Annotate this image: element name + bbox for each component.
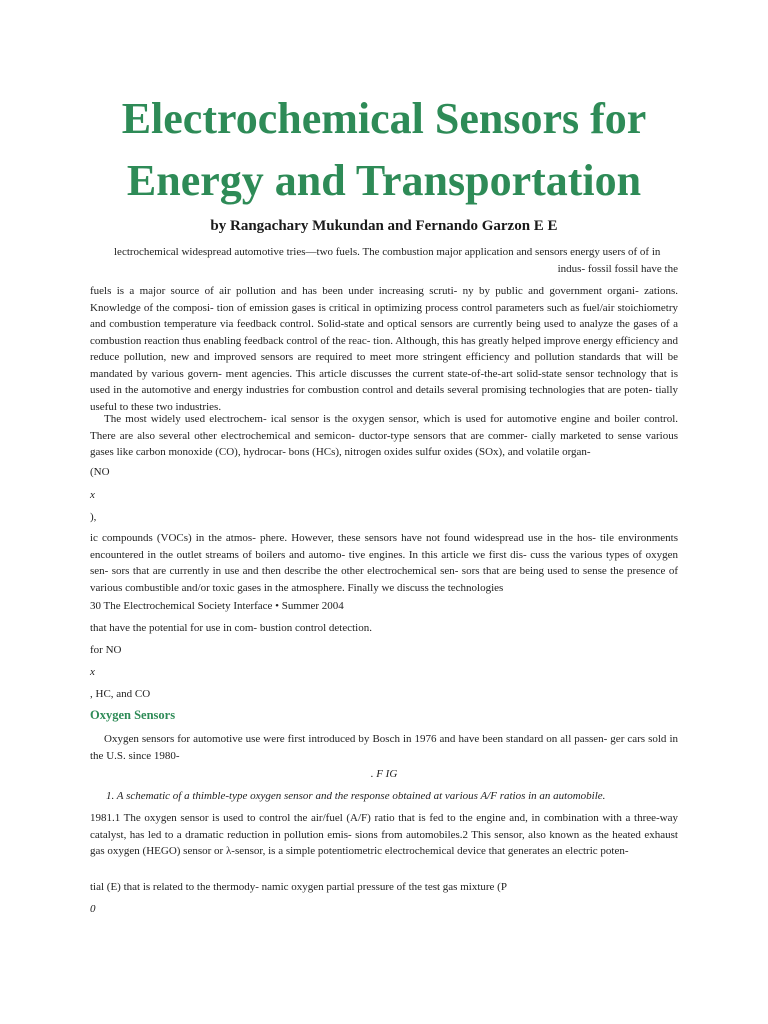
section-heading-oxygen-sensors: Oxygen Sensors (90, 708, 176, 722)
article-title: Electrochemical Sensors for Energy and Transportation (121, 94, 647, 205)
fragment-zero-subscript: 0 (90, 903, 96, 915)
fragment-x-subscript: x (90, 489, 95, 501)
page-footer-line: 30 The Electrochemical Society Interface • Summer 2004 (90, 600, 344, 612)
fragment-no: (NO (90, 466, 110, 478)
paragraph-6: 1981.1 The oxygen sensor is used to control the air/fuel (A/F) ratio that is fed to the engine and, in combination with a three-way catalyst, has led to a dramatic reduction in pollution emis- sions from automobiles.2 This sensor, also known as the heated exhaust gas oxygen (HEGO) sensor or λ-sensor, is a simple potentiometric electrochemical device that generates an electric poten- (90, 812, 678, 857)
paragraph-2: The most widely used electrochem- ical sensor is the oxygen sensor, which is used for automotive engine and boiler control. There are also several other electrochemical and semicon- ductor-type sensors that are commer- cially marketed to sense various gases like carbon monoxide (CO), hydrocar- bons (HCs), nitrogen oxides sulfur oxides (SOx), and volatile organ- (90, 413, 678, 458)
fragment-close-paren: ), (90, 511, 97, 523)
figure-marker: . F IG (370, 768, 398, 780)
lead-line-2: indus- fossil fossil have the (557, 262, 678, 275)
paragraph-7: tial (E) that is related to the thermody- namic oxygen partial pressure of the test gas mixture (P (90, 881, 507, 893)
lead-line-1: lectrochemical widespread automotive tries—two fuels. The combustion major application and sensors energy users of of in (114, 246, 661, 258)
paragraph-1: fuels is a major source of air pollution and has been under increasing scruti- ny by public and government organi- zations. Knowledge of the composi- tion of emission gases is critical in optimizing process control parameters such as fuel/air stoichiometry and combustion temperature via feedback control. Solid-state and optical sensors are currently being used to analyze the gases of a combustion reaction thus enabling feedback control of the reac- tion. Although, this has greatly helped improve energy efficiency and reduce pollution, new and improved sensors are required to meet more stringent efficiency and pollution standards that will be mandated by various govern- ment agencies. This article discusses the current state-of-the-art solid-state sensor technology that is used in the automotive and energy industries for combustion control and details several promising technologies that are poten- tially useful to these two industries. (90, 285, 678, 413)
fragment-hc-co: , HC, and CO (90, 688, 151, 700)
lead-paragraph (116, 244, 678, 277)
fragment-for-no: for NO (90, 644, 122, 656)
paragraph-4: that have the potential for use in com- bustion control detection. (90, 622, 372, 634)
article-byline: by Rangachary Mukundan and Fernando Garzon E E (210, 218, 558, 234)
figure-caption: 1. A schematic of a thimble-type oxygen sensor and the response obtained at various A/F ratios in an automobile. (106, 790, 606, 802)
paragraph-5: Oxygen sensors for automotive use were first introduced by Bosch in 1976 and have been standard on all passen- ger cars sold in the U.S. since 1980- (90, 733, 678, 762)
paragraph-3: ic compounds (VOCs) in the atmos- phere. However, these sensors have not found widespread use in the hos- tile environments encountered in the outlet streams of boilers and automo- tive engines. In this article we first dis- cuss the various types of oxygen sen- sors that are currently in use and then describe the other electrochemical sen- sors that are being used to sense the presence of various combustible and/or toxic gases in the atmosphere. Finally we discuss the technologies (90, 532, 678, 594)
fragment-x-subscript-2: x (90, 666, 95, 678)
